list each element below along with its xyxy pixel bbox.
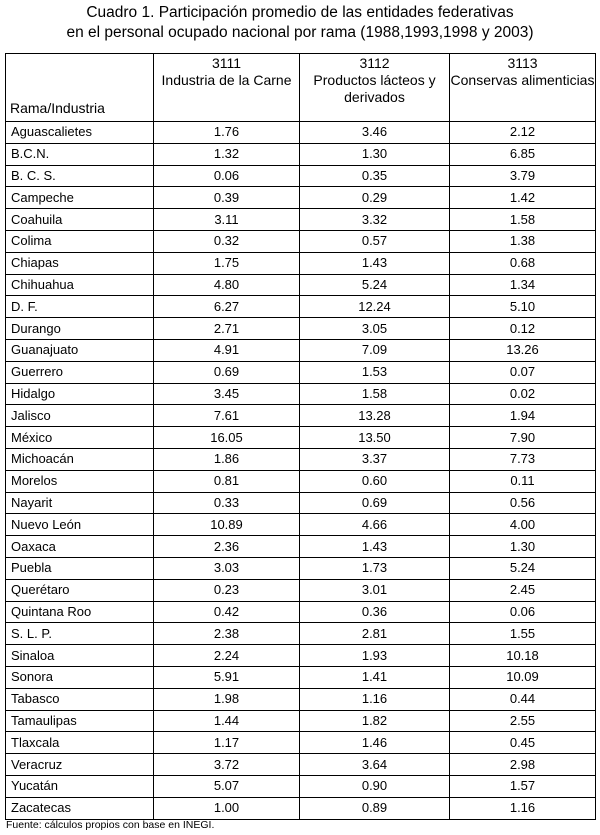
table-body — [6, 122, 596, 820]
value-cell: 0.81 — [154, 470, 300, 492]
value-cell: 5.10 — [450, 296, 596, 318]
value-cell: 1.38 — [450, 230, 596, 252]
table-row — [6, 536, 596, 558]
table-row — [6, 710, 596, 732]
value-cell: 3.11 — [154, 209, 300, 231]
value-cell: 13.50 — [300, 427, 450, 449]
table-row — [6, 514, 596, 536]
title-line-1: Cuadro 1. Participación promedio de las entidades federativas — [86, 4, 514, 21]
value-cell: 3.01 — [300, 579, 450, 601]
table-row — [6, 187, 596, 209]
value-cell: 2.36 — [154, 536, 300, 558]
state-cell: Oaxaca — [6, 536, 154, 558]
value-cell: 0.45 — [450, 732, 596, 754]
value-cell: 1.43 — [300, 536, 450, 558]
state-cell: Sinaloa — [6, 645, 154, 667]
state-cell: S. L. P. — [6, 623, 154, 645]
table-row — [6, 732, 596, 754]
value-cell: 1.73 — [300, 557, 450, 579]
value-cell: 2.98 — [450, 754, 596, 776]
value-cell: 0.07 — [450, 361, 596, 383]
value-cell: 0.60 — [300, 470, 450, 492]
column-header-3113 — [450, 54, 596, 122]
state-cell: Chiapas — [6, 252, 154, 274]
table-row — [6, 470, 596, 492]
value-cell: 3.03 — [154, 557, 300, 579]
table-row — [6, 557, 596, 579]
value-cell: 0.35 — [300, 165, 450, 187]
value-cell: 0.89 — [300, 797, 450, 819]
column-name: Industria de la Carne — [161, 72, 292, 88]
value-cell: 1.53 — [300, 361, 450, 383]
table-row — [6, 427, 596, 449]
value-cell: 0.32 — [154, 230, 300, 252]
value-cell: 0.06 — [450, 601, 596, 623]
row-header-label: Rama/Industria — [6, 54, 154, 122]
state-cell: Nuevo León — [6, 514, 154, 536]
source-note: Fuente: cálculos propios con base en INEGI. — [6, 819, 215, 831]
value-cell: 5.24 — [300, 274, 450, 296]
column-header-3111 — [154, 54, 300, 122]
value-cell: 1.57 — [450, 775, 596, 797]
value-cell: 1.44 — [154, 710, 300, 732]
value-cell: 0.12 — [450, 318, 596, 340]
value-cell: 5.91 — [154, 666, 300, 688]
value-cell: 2.45 — [450, 579, 596, 601]
value-cell: 1.46 — [300, 732, 450, 754]
state-cell: D. F. — [6, 296, 154, 318]
state-cell: Hidalgo — [6, 383, 154, 405]
state-cell: Querétaro — [6, 579, 154, 601]
column-name: Productos lácteos y derivados — [313, 72, 436, 105]
value-cell: 1.00 — [154, 797, 300, 819]
value-cell: 3.05 — [300, 318, 450, 340]
value-cell: 0.42 — [154, 601, 300, 623]
value-cell: 7.73 — [450, 448, 596, 470]
state-cell: Colima — [6, 230, 154, 252]
title-line-2: en el personal ocupado nacional por rama (1988,1993,1998 y 2003) — [66, 24, 534, 41]
table-header — [6, 54, 596, 122]
value-cell: 6.85 — [450, 143, 596, 165]
value-cell: 3.79 — [450, 165, 596, 187]
value-cell: 7.09 — [300, 339, 450, 361]
value-cell: 1.34 — [450, 274, 596, 296]
value-cell: 2.38 — [154, 623, 300, 645]
state-cell: B. C. S. — [6, 165, 154, 187]
value-cell: 5.24 — [450, 557, 596, 579]
value-cell: 4.91 — [154, 339, 300, 361]
value-cell: 0.68 — [450, 252, 596, 274]
table-row — [6, 318, 596, 340]
value-cell: 13.28 — [300, 405, 450, 427]
value-cell: 1.43 — [300, 252, 450, 274]
value-cell: 0.90 — [300, 775, 450, 797]
value-cell: 2.81 — [300, 623, 450, 645]
value-cell: 7.90 — [450, 427, 596, 449]
state-cell: Zacatecas — [6, 797, 154, 819]
column-code: 3111 — [211, 55, 242, 71]
value-cell: 1.82 — [300, 710, 450, 732]
value-cell: 1.30 — [300, 143, 450, 165]
table-row — [6, 601, 596, 623]
value-cell: 3.37 — [300, 448, 450, 470]
table-row — [6, 296, 596, 318]
column-header-3112 — [300, 54, 450, 122]
table-row — [6, 579, 596, 601]
value-cell: 1.16 — [450, 797, 596, 819]
value-cell: 1.30 — [450, 536, 596, 558]
state-cell: Chihuahua — [6, 274, 154, 296]
table-row — [6, 645, 596, 667]
value-cell: 2.55 — [450, 710, 596, 732]
state-cell: Morelos — [6, 470, 154, 492]
value-cell: 0.06 — [154, 165, 300, 187]
data-table — [5, 53, 596, 820]
value-cell: 12.24 — [300, 296, 450, 318]
value-cell: 0.23 — [154, 579, 300, 601]
table-row — [6, 775, 596, 797]
state-cell: Tlaxcala — [6, 732, 154, 754]
table-row — [6, 754, 596, 776]
value-cell: 3.72 — [154, 754, 300, 776]
state-cell: Puebla — [6, 557, 154, 579]
value-cell: 3.32 — [300, 209, 450, 231]
value-cell: 10.18 — [450, 645, 596, 667]
value-cell: 0.44 — [450, 688, 596, 710]
value-cell: 1.98 — [154, 688, 300, 710]
value-cell: 10.89 — [154, 514, 300, 536]
value-cell: 1.93 — [300, 645, 450, 667]
table-row — [6, 666, 596, 688]
table-row — [6, 230, 596, 252]
value-cell: 6.27 — [154, 296, 300, 318]
state-cell: Campeche — [6, 187, 154, 209]
value-cell: 1.16 — [300, 688, 450, 710]
value-cell: 0.11 — [450, 470, 596, 492]
value-cell: 0.36 — [300, 601, 450, 623]
value-cell: 5.07 — [154, 775, 300, 797]
state-cell: Sonora — [6, 666, 154, 688]
table-row — [6, 122, 596, 144]
value-cell: 2.12 — [450, 122, 596, 144]
state-cell: Guanajuato — [6, 339, 154, 361]
value-cell: 1.55 — [450, 623, 596, 645]
value-cell: 1.42 — [450, 187, 596, 209]
table-row — [6, 143, 596, 165]
state-cell: Tabasco — [6, 688, 154, 710]
value-cell: 3.64 — [300, 754, 450, 776]
state-cell: Jalisco — [6, 405, 154, 427]
table-row — [6, 492, 596, 514]
state-cell: Aguascalietes — [6, 122, 154, 144]
state-cell: Michoacán — [6, 448, 154, 470]
table-row — [6, 339, 596, 361]
value-cell: 0.56 — [450, 492, 596, 514]
column-name: Conservas alimenticias — [450, 72, 595, 88]
value-cell: 1.58 — [300, 383, 450, 405]
value-cell: 2.71 — [154, 318, 300, 340]
table-row — [6, 448, 596, 470]
value-cell: 4.66 — [300, 514, 450, 536]
state-cell: Durango — [6, 318, 154, 340]
value-cell: 10.09 — [450, 666, 596, 688]
value-cell: 1.17 — [154, 732, 300, 754]
state-cell: B.C.N. — [6, 143, 154, 165]
table-row — [6, 797, 596, 819]
value-cell: 1.32 — [154, 143, 300, 165]
value-cell: 3.46 — [300, 122, 450, 144]
state-cell: Nayarit — [6, 492, 154, 514]
value-cell: 1.58 — [450, 209, 596, 231]
value-cell: 7.61 — [154, 405, 300, 427]
table-row — [6, 252, 596, 274]
value-cell: 0.02 — [450, 383, 596, 405]
table-row — [6, 165, 596, 187]
state-cell: Coahuila — [6, 209, 154, 231]
value-cell: 1.94 — [450, 405, 596, 427]
table-row — [6, 688, 596, 710]
value-cell: 1.86 — [154, 448, 300, 470]
state-cell: Yucatán — [6, 775, 154, 797]
table-row — [6, 405, 596, 427]
table-row — [6, 383, 596, 405]
column-code: 3113 — [507, 55, 538, 71]
value-cell: 1.41 — [300, 666, 450, 688]
value-cell: 2.24 — [154, 645, 300, 667]
table-row — [6, 623, 596, 645]
value-cell: 4.00 — [450, 514, 596, 536]
value-cell: 16.05 — [154, 427, 300, 449]
state-cell: Tamaulipas — [6, 710, 154, 732]
value-cell: 0.39 — [154, 187, 300, 209]
column-code: 3112 — [359, 55, 390, 71]
value-cell: 0.57 — [300, 230, 450, 252]
state-cell: Guerrero — [6, 361, 154, 383]
value-cell: 1.76 — [154, 122, 300, 144]
value-cell: 1.75 — [154, 252, 300, 274]
table-row — [6, 209, 596, 231]
table-row — [6, 361, 596, 383]
value-cell: 0.69 — [154, 361, 300, 383]
header-row — [6, 54, 596, 122]
value-cell: 0.69 — [300, 492, 450, 514]
value-cell: 4.80 — [154, 274, 300, 296]
table-title — [0, 3, 600, 43]
state-cell: Veracruz — [6, 754, 154, 776]
value-cell: 13.26 — [450, 339, 596, 361]
state-cell: México — [6, 427, 154, 449]
table-row — [6, 274, 596, 296]
value-cell: 0.29 — [300, 187, 450, 209]
value-cell: 0.33 — [154, 492, 300, 514]
value-cell: 3.45 — [154, 383, 300, 405]
state-cell: Quintana Roo — [6, 601, 154, 623]
